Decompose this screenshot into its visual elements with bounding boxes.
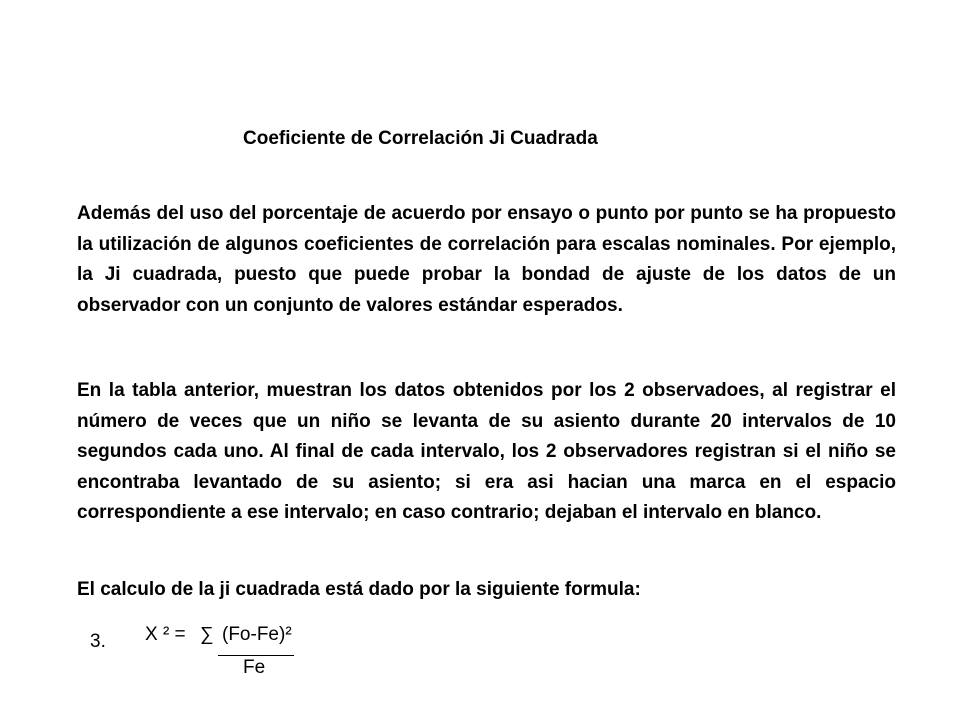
formula-lhs: X ² = xyxy=(145,624,186,645)
paragraph-formula-intro: El calculo de la ji cuadrada está dado por la siguiente formula: xyxy=(77,579,641,600)
paragraph-table-description: En la tabla anterior, muestran los datos obtenidos por los 2 observadoes, al registrar el número de veces que un niño se levanta de su asiento durante 20 intervalos de 10 segundos cada uno. Al final de cada intervalo, los 2 observadores registran si el niño se encontraba levantado de su asiento; si era asi hacian una marca en el espacio correspondiente a ese intervalo; en caso contrario; dejaban el intervalo en blanco. xyxy=(77,380,896,523)
page-title: Coeficiente de Correlación Ji Cuadrada xyxy=(243,128,598,149)
sum-symbol: ∑ xyxy=(200,624,214,645)
fraction-bar xyxy=(218,655,294,656)
paragraph-intro: Además del uso del porcentaje de acuerdo por ensayo o punto por punto se ha propuesto la utilización de algunos coeficientes de correlación para escalas nominales. Por ejemplo, la Ji cuadrada, puesto que puede probar la bondad de ajuste de los datos de un observador con un conjunto de valores estándar esperados. xyxy=(77,203,896,316)
formula-numerator: (Fo-Fe)² xyxy=(222,624,292,645)
formula-denominator: Fe xyxy=(243,657,266,678)
formula-number: 3. xyxy=(90,631,106,652)
